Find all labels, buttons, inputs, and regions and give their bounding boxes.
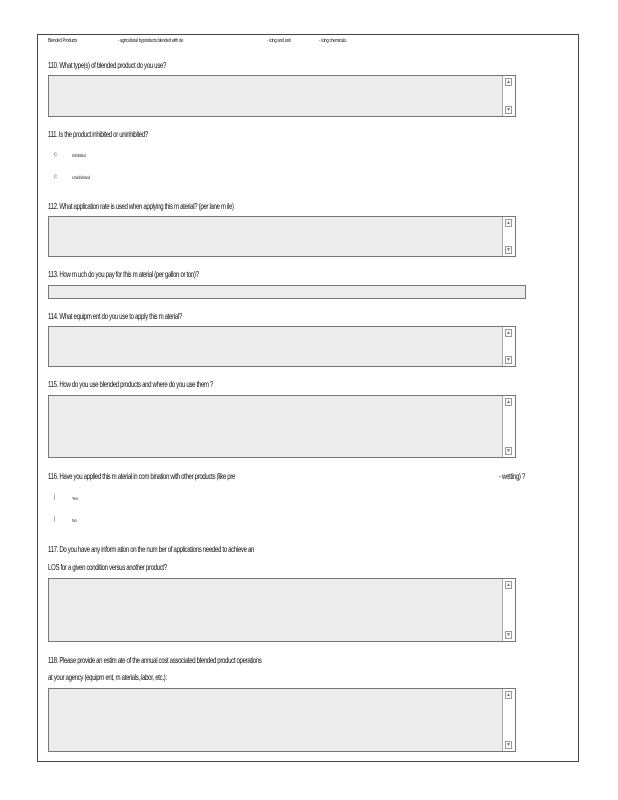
question-114: 114. What equipm ent do you use to apply this m aterial? bbox=[48, 311, 182, 321]
answer-115-textarea[interactable] bbox=[48, 395, 516, 458]
radio-uninhibited[interactable]: c bbox=[54, 174, 57, 180]
scrollbar[interactable] bbox=[502, 689, 515, 751]
answer-118-textarea[interactable] bbox=[48, 688, 516, 752]
scroll-up-icon[interactable]: ▲ bbox=[506, 79, 511, 85]
scroll-down-icon[interactable]: ▼ bbox=[506, 357, 511, 363]
scroll-up-icon[interactable]: ▲ bbox=[506, 692, 511, 698]
question-118-line2: at your agency (equipm ent, m aterials, labor, etc.): bbox=[48, 672, 167, 682]
scroll-up-icon[interactable]: ▲ bbox=[506, 399, 511, 405]
answer-110-textarea[interactable] bbox=[48, 75, 516, 117]
header-agricultural: - agricultural byproducts blended with de bbox=[118, 38, 184, 44]
scroll-up-icon[interactable]: ▲ bbox=[506, 330, 511, 336]
answer-113-input[interactable] bbox=[48, 285, 526, 299]
header-icing-anti: - icing and anti bbox=[267, 38, 291, 44]
question-112: 112. What application rate is used when applying this m aterial? (per lane m ile) bbox=[48, 201, 234, 211]
option-no: No bbox=[72, 518, 77, 523]
header-blended-products: Blended Products bbox=[48, 38, 78, 44]
radio-yes[interactable]: j bbox=[54, 494, 56, 500]
question-117-line1: 117. Do you have any inform ation on the num ber of applications needed to achieve an bbox=[48, 544, 255, 554]
scroll-up-icon[interactable]: ▲ bbox=[506, 220, 511, 226]
scroll-down-icon[interactable]: ▼ bbox=[506, 107, 511, 113]
radio-inhibited[interactable]: c bbox=[54, 152, 57, 158]
answer-112-textarea[interactable] bbox=[48, 216, 516, 257]
option-yes: Yes bbox=[72, 496, 78, 501]
scroll-up-icon[interactable]: ▲ bbox=[506, 582, 511, 588]
option-uninhibited: Uninhibited bbox=[72, 175, 91, 180]
scrollbar[interactable] bbox=[502, 396, 515, 457]
header-icing-chemicals: - icing chemicals. bbox=[319, 38, 347, 44]
option-inhibited: Inhibited bbox=[72, 153, 86, 158]
scrollbar[interactable] bbox=[502, 327, 515, 366]
scroll-down-icon[interactable]: ▼ bbox=[506, 742, 511, 748]
radio-no[interactable]: j bbox=[54, 516, 56, 522]
scrollbar[interactable] bbox=[502, 579, 515, 641]
question-116: 116. Have you applied this m aterial in com bination with other products (like pre bbox=[48, 471, 236, 481]
answer-117-textarea[interactable] bbox=[48, 578, 516, 642]
question-111: 111. Is the product inhibited or uninhibited? bbox=[48, 129, 148, 139]
question-117-line2: LOS for a given condition versus another product? bbox=[48, 562, 167, 572]
question-116-suffix: - wetting) ? bbox=[499, 471, 525, 481]
scrollbar[interactable] bbox=[502, 217, 515, 256]
question-110: 110. What type(s) of blended product do you use? bbox=[48, 60, 167, 70]
scrollbar[interactable] bbox=[502, 76, 515, 116]
answer-114-textarea[interactable] bbox=[48, 326, 516, 367]
scroll-down-icon[interactable]: ▼ bbox=[506, 448, 511, 454]
scroll-down-icon[interactable]: ▼ bbox=[506, 632, 511, 638]
question-113: 113. How m uch do you pay for this m aterial (per gallon or ton)? bbox=[48, 269, 199, 279]
question-115: 115. How do you use blended products and where do you use them ? bbox=[48, 379, 213, 389]
question-118-line1: 118. Please provide an estim ate of the annual cost associated blended product operations bbox=[48, 655, 262, 665]
scroll-down-icon[interactable]: ▼ bbox=[506, 247, 511, 253]
